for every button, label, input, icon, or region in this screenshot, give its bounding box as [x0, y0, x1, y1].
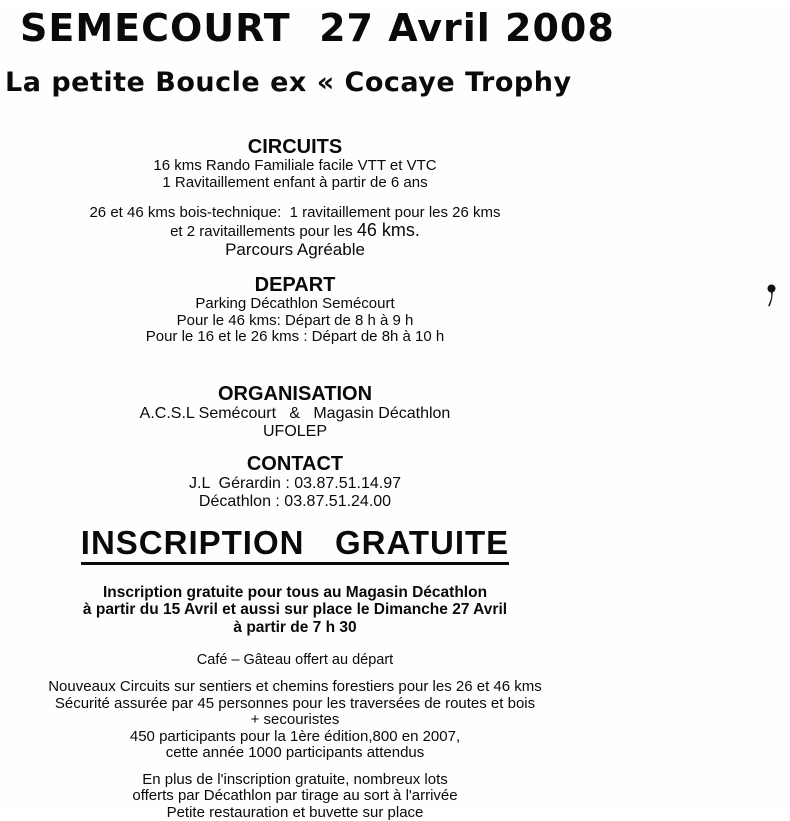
depart-heading: DEPART — [0, 274, 590, 296]
page-title: SEMECOURT 27 Avril 2008 — [20, 6, 790, 50]
text-line: à partir du 15 Avril et aussi sur place le Dimanche 27 Avril — [0, 601, 590, 619]
text-line: UFOLEP — [0, 423, 590, 441]
text-fragment-large: 46 kms. — [357, 220, 420, 240]
text-line: Inscription gratuite pour tous au Magasin Décathlon — [0, 584, 590, 602]
page-subtitle: La petite Boucle ex « Cocaye Trophy — [5, 68, 790, 98]
text-line: 1 Ravitaillement enfant à partir de 6 ans — [0, 175, 590, 192]
text-line: à partir de 7 h 30 — [0, 619, 590, 637]
inscription-heading-text: INSCRIPTION GRATUITE — [81, 525, 509, 565]
ink-speck-artifact — [763, 284, 777, 310]
text-line: Parking Décathlon Semécourt — [0, 296, 590, 313]
text-line: En plus de l'inscription gratuite, nombreux lots — [0, 772, 590, 789]
text-line: Nouveaux Circuits sur sentiers et chemins forestiers pour les 26 et 46 kms — [0, 679, 590, 696]
details-paragraph — [0, 679, 590, 762]
text-line: Pour le 46 kms: Départ de 8 h à 9 h — [0, 313, 590, 330]
text-line: + secouristes — [0, 712, 590, 729]
circuits-heading: CIRCUITS — [0, 136, 590, 158]
text-line: offerts par Décathlon par tirage au sort à l'arrivée — [0, 788, 590, 805]
scanned-flyer-page — [0, 6, 790, 806]
text-line: 450 participants pour la 1ère édition,800 en 2007, — [0, 729, 590, 746]
organisation-heading: ORGANISATION — [0, 383, 590, 405]
text-line: Pour le 16 et le 26 kms : Départ de 8h à 10 h — [0, 329, 590, 346]
inscription-paragraph — [0, 584, 590, 637]
text-line: Parcours Agréable — [0, 240, 590, 259]
text-line: cette année 1000 participants attendus — [0, 745, 590, 762]
text-line: Sécurité assurée par 45 personnes pour les traversées de routes et bois — [0, 696, 590, 713]
contact-heading: CONTACT — [0, 453, 590, 475]
text-line: A.C.S.L Semécourt & Magasin Décathlon — [0, 405, 590, 423]
text-fragment: et 2 ravitaillements pour les — [170, 223, 357, 240]
text-line: Décathlon : 03.87.51.24.00 — [0, 493, 590, 511]
content-column — [0, 136, 590, 821]
text-line: 26 et 46 kms bois-technique: 1 ravitaillement pour les 26 kms — [0, 205, 590, 222]
text-line: Café – Gâteau offert au départ — [0, 652, 590, 668]
text-line: J.L Gérardin : 03.87.51.14.97 — [0, 475, 590, 493]
text-line: 16 kms Rando Familiale facile VTT et VTC — [0, 158, 590, 175]
text-line — [0, 222, 590, 241]
text-line: Petite restauration et buvette sur place — [0, 805, 590, 821]
inscription-heading — [0, 525, 590, 565]
footer-paragraph — [0, 772, 590, 821]
